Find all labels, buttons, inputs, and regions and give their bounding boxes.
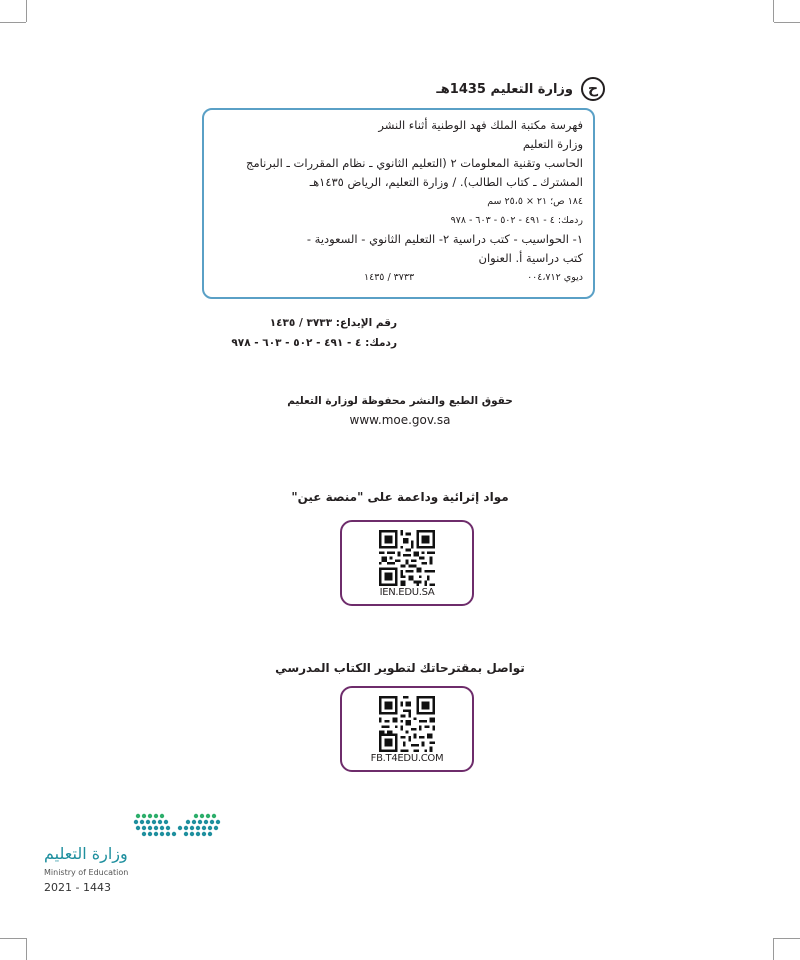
website-link[interactable]: www.moe.gov.sa <box>349 413 451 427</box>
qr-code-icon <box>379 696 435 752</box>
feedback-qr-box[interactable] <box>340 686 474 772</box>
catalog-line: كتب دراسية أ. العنوان <box>478 251 583 265</box>
logo-english-text: Ministry of Education <box>44 868 129 877</box>
crop-mark <box>773 938 774 960</box>
logo-arabic-text: وزارة التعليم <box>44 844 128 863</box>
catalog-line: ١- الحواسيب - كتب دراسية ٢- التعليم الثانوي - السعودية - <box>306 232 583 246</box>
crop-mark <box>0 938 26 939</box>
catalog-line: الحاسب وتقنية المعلومات ٢ (التعليم الثانوي ـ نظام المقررات ـ البرنامج <box>246 156 583 170</box>
isbn-number: ردمك: ٤ - ٤٩١ - ٥٠٢ - ٦٠٣ - ٩٧٨ <box>231 337 397 349</box>
crop-mark <box>773 0 774 22</box>
deposit-info <box>231 313 397 353</box>
crop-mark <box>26 0 27 22</box>
logo-dots-icon <box>88 810 224 840</box>
copyright-header <box>436 77 605 101</box>
crop-mark <box>26 938 27 960</box>
feedback-title: تواصل بمقترحاتك لتطوير الكتاب المدرسي <box>275 661 525 675</box>
copyright-text: وزارة التعليم 1435هـ <box>436 81 573 97</box>
logo-year: 2021 - 1443 <box>44 881 111 894</box>
dewey-number: ٣٧٣٣ / ١٤٣٥ <box>364 272 415 283</box>
copyright-symbol: ح <box>581 77 605 101</box>
platform-title: مواد إثرائية وداعمة على "منصة عين" <box>291 490 509 504</box>
cataloging-box <box>202 108 595 299</box>
catalog-line: المشترك ـ كتاب الطالب). / وزارة التعليم، الرياض ١٤٣٥هـ <box>309 175 583 189</box>
catalog-line: ١٨٤ ص؛ ٢١ × ٢٥،٥ سم <box>487 196 583 207</box>
deposit-number: رقم الإيداع: ٣٧٣٣ / ١٤٣٥ <box>269 317 397 329</box>
dewey-class: ديوي ٠٠٤،٧١٢ <box>527 272 583 283</box>
crop-mark <box>774 22 800 23</box>
catalog-line: فهرسة مكتبة الملك فهد الوطنية أثناء النشر <box>378 118 583 132</box>
ministry-logo <box>44 810 194 900</box>
qr-label: FB.T4EDU.COM <box>370 753 444 764</box>
catalog-line: وزارة التعليم <box>522 137 583 151</box>
rights-statement: حقوق الطبع والنشر محفوظة لوزارة التعليم <box>287 395 513 407</box>
crop-mark <box>774 938 800 939</box>
qr-code-icon <box>379 530 435 586</box>
catalog-line: ردمك: ٤ - ٤٩١ - ٥٠٢ - ٦٠٣ - ٩٧٨ <box>450 215 583 226</box>
platform-qr-box[interactable] <box>340 520 474 606</box>
catalog-dewey-line <box>214 268 583 287</box>
qr-label: IEN.EDU.SA <box>379 587 435 598</box>
crop-mark <box>0 22 26 23</box>
